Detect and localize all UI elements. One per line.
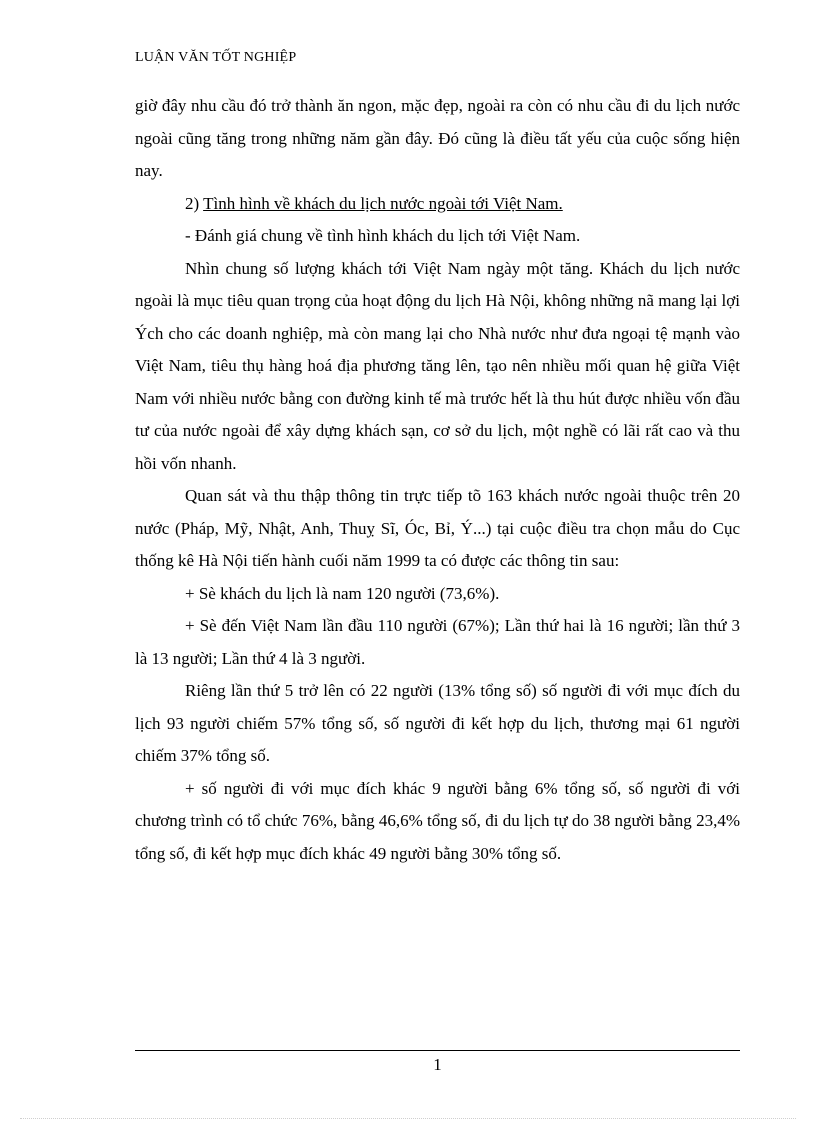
running-header: LUẬN VĂN TỐT NGHIỆP — [135, 50, 297, 65]
section-title: Tình hình về khách du lịch nước ngoài tới Việt Nam. — [203, 193, 563, 213]
bullet-visit-count: + Sè đến Việt Nam lần đầu 110 người (67%); Lần thứ hai là 16 người; lần thứ 3 là 13 người; Lần thứ 4 là 3 người. — [135, 616, 740, 668]
footer-divider — [135, 1050, 740, 1051]
paragraph-overview: Nhìn chung số lượng khách tới Việt Nam ngày một tăng. Khách du lịch nước ngoài là mục tiêu quan trọng của hoạt động du lịch Hà Nội, không những nã mang lại lợi Ých cho các doanh nghiệp, mà còn mang lại cho Nhà nước như đưa ngoại tệ mạnh vào Việt Nam, tiêu thụ hàng hoá địa phương tăng lên, tạo nên nhiều mối quan hệ giữa Việt Nam với nhiều nước bằng con đường kinh tế mà trước hết là thu hút được nhiều vốn đầu tư của nước ngoài để xây dựng khách sạn, cơ sở du lịch, một nghề có lãi rất cao và thu hồi vốn nhanh. — [135, 258, 740, 473]
page-edge — [20, 1118, 796, 1119]
body-text — [135, 90, 740, 870]
section-heading — [135, 188, 740, 221]
paragraph-purpose: Riêng lần thứ 5 trở lên có 22 người (13% tổng số) số người đi với mục đích du lịch 93 người chiếm 57% tổng số, số người đi kết hợp du lịch, thương mại 61 người chiếm 37% tổng số. — [135, 681, 740, 765]
subheading: - Đánh giá chung về tình hình khách du lịch tới Việt Nam. — [185, 226, 581, 245]
section-number: 2) — [185, 193, 204, 213]
bullet-other-purpose: + số người đi với mục đích khác 9 người bằng 6% tổng số, số người đi với chương trình có tổ chức 76%, bằng 46,6% tổng số, đi du lịch tự do 38 người bằng 23,4% tổng số, đi kết hợp mục đích khác 49 người bằng 30% tổng số. — [135, 778, 740, 863]
paragraph-survey: Quan sát và thu thập thông tin trực tiếp tõ 163 khách nước ngoài thuộc trên 20 nước (Pháp, Mỹ, Nhật, Anh, Thuỵ Sĩ, Óc, Bỉ, Ý...) tại cuộc điều tra chọn mẫu do Cục thống kê Hà Nội tiến hành cuối năm 1999 ta có được các thông tin sau: — [135, 486, 740, 570]
page-number: 1 — [433, 1055, 442, 1074]
paragraph-continuation: giờ đây nhu cầu đó trở thành ăn ngon, mặc đẹp, ngoài ra còn có nhu cầu đi du lịch nước ngoài cũng tăng trong những năm gần đây. Đó cũng là điều tất yếu của cuộc sống hiện nay. — [135, 96, 740, 180]
bullet-male-visitors: + Sè khách du lịch là nam 120 người (73,6%). — [185, 583, 500, 603]
